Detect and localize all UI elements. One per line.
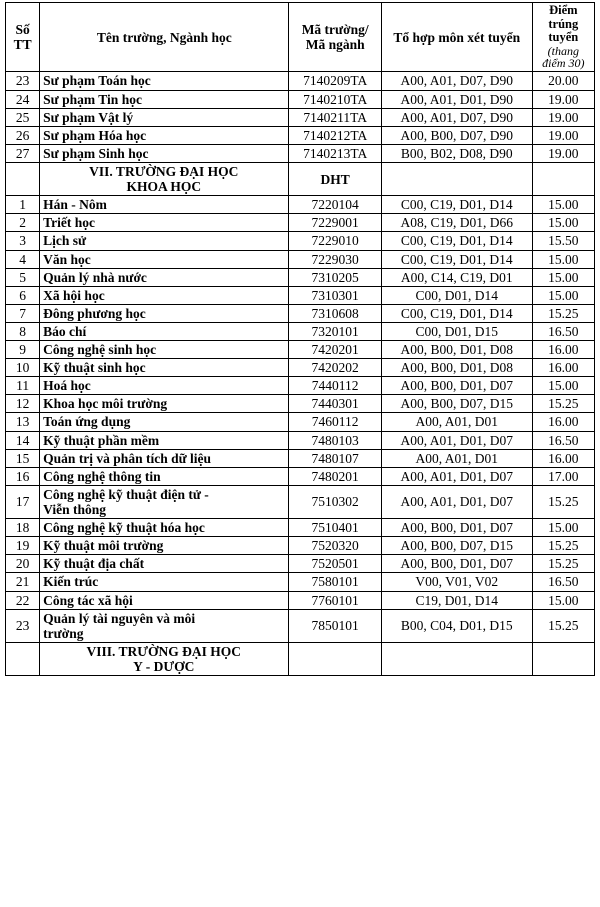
row-index-cell: 5 (6, 268, 40, 286)
name-line-1: Quản lý tài nguyên và môi (43, 610, 196, 626)
score-cell: 16.00 (532, 449, 594, 467)
row-index-cell: 4 (6, 250, 40, 268)
combination-cell: B00, C04, D01, D15 (381, 609, 532, 642)
column-header-score-line4: (thang (547, 43, 579, 58)
combination-cell: A00, B00, D01, D07 (381, 555, 532, 573)
code-cell: 7229010 (289, 232, 381, 250)
name-line-1: VIII. TRƯỜNG ĐẠI HỌC (86, 643, 242, 659)
row-index-cell: 22 (6, 591, 40, 609)
combination-cell: A00, B00, D07, D15 (381, 537, 532, 555)
row-index-cell (6, 162, 40, 195)
table-row (6, 322, 595, 340)
code-cell: 7140209TA (289, 72, 381, 90)
table-row (6, 413, 595, 431)
code-cell: 7310205 (289, 268, 381, 286)
score-cell: 19.00 (532, 90, 594, 108)
score-cell: 15.00 (532, 250, 594, 268)
code-cell: 7580101 (289, 573, 381, 591)
program-name-cell: Công nghệ kỹ thuật hóa học (40, 519, 289, 537)
row-index-cell: 24 (6, 90, 40, 108)
column-header-name: Tên trường, Ngành học (40, 3, 289, 72)
row-index-cell: 10 (6, 359, 40, 377)
code-cell: 7510401 (289, 519, 381, 537)
program-name-cell (40, 485, 289, 518)
combination-cell: A00, B00, D01, D08 (381, 341, 532, 359)
program-name-cell: Sư phạm Vật lý (40, 108, 289, 126)
code-cell: 7310608 (289, 304, 381, 322)
program-name-cell: Kỹ thuật môi trường (40, 537, 289, 555)
table-row (6, 144, 595, 162)
score-cell: 19.00 (532, 144, 594, 162)
row-index-cell: 8 (6, 322, 40, 340)
row-index-cell: 12 (6, 395, 40, 413)
combination-cell: A00, A01, D01, D07 (381, 467, 532, 485)
score-cell: 15.00 (532, 268, 594, 286)
row-index-cell: 23 (6, 72, 40, 90)
code-cell: 7850101 (289, 609, 381, 642)
school-name-cell (40, 162, 289, 195)
combination-cell: A00, A01, D01, D07 (381, 431, 532, 449)
code-cell: 7229001 (289, 214, 381, 232)
score-cell: 15.25 (532, 485, 594, 518)
program-name-cell: Đông phương học (40, 304, 289, 322)
table-header (6, 3, 595, 72)
name-line-2: trường (43, 625, 84, 641)
score-cell (532, 162, 594, 195)
column-header-code (289, 3, 381, 72)
score-cell: 15.00 (532, 519, 594, 537)
table-row (6, 642, 595, 675)
name-line-2: Y - DƯỢC (133, 659, 195, 675)
program-name-cell: Xã hội học (40, 286, 289, 304)
score-cell: 16.00 (532, 359, 594, 377)
combination-cell: A00, B00, D07, D90 (381, 126, 532, 144)
combination-cell (381, 642, 532, 675)
score-cell: 15.25 (532, 304, 594, 322)
score-cell: 19.00 (532, 108, 594, 126)
score-cell: 15.25 (532, 555, 594, 573)
score-cell: 16.00 (532, 341, 594, 359)
table-row (6, 431, 595, 449)
table-row (6, 90, 595, 108)
program-name-cell: Quản trị và phân tích dữ liệu (40, 449, 289, 467)
row-index-cell: 13 (6, 413, 40, 431)
code-cell: 7440112 (289, 377, 381, 395)
score-cell: 16.50 (532, 431, 594, 449)
score-cell: 15.25 (532, 609, 594, 642)
program-name-cell: Kỹ thuật sinh học (40, 359, 289, 377)
code-cell: 7480103 (289, 431, 381, 449)
table-body (6, 72, 595, 676)
code-cell: 7480107 (289, 449, 381, 467)
table-header-row (6, 3, 595, 72)
row-index-cell: 9 (6, 341, 40, 359)
row-index-cell: 26 (6, 126, 40, 144)
program-name-cell: Kỹ thuật phần mềm (40, 431, 289, 449)
combination-cell: V00, V01, V02 (381, 573, 532, 591)
table-row (6, 485, 595, 518)
table-row (6, 214, 595, 232)
combination-cell: C00, D01, D15 (381, 322, 532, 340)
code-cell: 7520501 (289, 555, 381, 573)
score-cell: 19.00 (532, 126, 594, 144)
combination-cell: A08, C19, D01, D66 (381, 214, 532, 232)
combination-cell: A00, B00, D01, D08 (381, 359, 532, 377)
column-header-score (532, 3, 594, 72)
table-row (6, 467, 595, 485)
program-name-cell: Kiến trúc (40, 573, 289, 591)
combination-cell: C00, D01, D14 (381, 286, 532, 304)
row-index-cell: 27 (6, 144, 40, 162)
code-cell (289, 642, 381, 675)
table-row (6, 377, 595, 395)
code-cell: 7220104 (289, 196, 381, 214)
table-row (6, 573, 595, 591)
score-cell: 20.00 (532, 72, 594, 90)
program-name-cell: Sư phạm Sinh học (40, 144, 289, 162)
code-cell: 7760101 (289, 591, 381, 609)
code-cell: 7480201 (289, 467, 381, 485)
row-index-cell: 3 (6, 232, 40, 250)
score-cell: 15.50 (532, 232, 594, 250)
code-cell: 7140210TA (289, 90, 381, 108)
row-index-cell: 1 (6, 196, 40, 214)
table-row (6, 395, 595, 413)
program-name-cell: Kỹ thuật địa chất (40, 555, 289, 573)
code-cell: 7440301 (289, 395, 381, 413)
combination-cell: C00, C19, D01, D14 (381, 232, 532, 250)
table-row (6, 341, 595, 359)
score-cell (532, 642, 594, 675)
table-row (6, 162, 595, 195)
code-cell: 7520320 (289, 537, 381, 555)
row-index-cell: 16 (6, 467, 40, 485)
row-index-cell: 7 (6, 304, 40, 322)
column-header-stt-line2: TT (13, 37, 32, 53)
column-header-score-line1: Điểm (549, 3, 578, 17)
program-name-cell: Công nghệ thông tin (40, 467, 289, 485)
name-line-2: Viễn thông (43, 502, 107, 518)
program-name-cell: Sư phạm Hóa học (40, 126, 289, 144)
code-cell: DHT (289, 162, 381, 195)
code-cell: 7310301 (289, 286, 381, 304)
row-index-cell: 20 (6, 555, 40, 573)
table-row (6, 591, 595, 609)
score-cell: 16.50 (532, 573, 594, 591)
code-cell: 7320101 (289, 322, 381, 340)
table-row (6, 609, 595, 642)
table-row (6, 108, 595, 126)
name-line-2: KHOA HỌC (126, 179, 202, 195)
score-cell: 15.00 (532, 286, 594, 304)
table-row (6, 286, 595, 304)
score-cell: 15.00 (532, 377, 594, 395)
row-index-cell: 6 (6, 286, 40, 304)
combination-cell: A00, A01, D01 (381, 413, 532, 431)
column-header-stt-line1: Số (15, 22, 30, 38)
column-header-score-line5: điểm 30) (542, 56, 585, 71)
row-index-cell: 18 (6, 519, 40, 537)
code-cell: 7140212TA (289, 126, 381, 144)
row-index-cell: 19 (6, 537, 40, 555)
program-name-cell: Quản lý nhà nước (40, 268, 289, 286)
table-row (6, 537, 595, 555)
table-row (6, 72, 595, 90)
column-header-score-line2: trúng (548, 16, 579, 31)
combination-cell: A00, A01, D01, D90 (381, 90, 532, 108)
table-row (6, 519, 595, 537)
table-row (6, 304, 595, 322)
row-index-cell: 14 (6, 431, 40, 449)
column-header-score-line3: tuyển (548, 30, 579, 44)
code-cell: 7140213TA (289, 144, 381, 162)
program-name-cell: Lịch sử (40, 232, 289, 250)
table-row (6, 449, 595, 467)
combination-cell: A00, C14, C19, D01 (381, 268, 532, 286)
column-header-code-line2: Mã ngành (305, 37, 365, 53)
program-name-cell: Triết học (40, 214, 289, 232)
program-name-cell: Hán - Nôm (40, 196, 289, 214)
program-name-cell: Hoá học (40, 377, 289, 395)
code-cell: 7460112 (289, 413, 381, 431)
combination-cell: A00, A01, D01, D07 (381, 485, 532, 518)
combination-cell: C19, D01, D14 (381, 591, 532, 609)
code-cell: 7229030 (289, 250, 381, 268)
row-index-cell: 17 (6, 485, 40, 518)
score-cell: 15.25 (532, 395, 594, 413)
code-cell: 7510302 (289, 485, 381, 518)
score-cell: 17.00 (532, 467, 594, 485)
combination-cell: A00, B00, D07, D15 (381, 395, 532, 413)
table-row (6, 196, 595, 214)
code-cell: 7420202 (289, 359, 381, 377)
program-name-cell (40, 609, 289, 642)
admission-score-table (5, 2, 595, 676)
combination-cell: A00, A01, D07, D90 (381, 108, 532, 126)
table-row (6, 359, 595, 377)
score-cell: 16.00 (532, 413, 594, 431)
combination-cell: B00, B02, D08, D90 (381, 144, 532, 162)
score-cell: 15.25 (532, 537, 594, 555)
program-name-cell: Công tác xã hội (40, 591, 289, 609)
column-header-combination: Tổ hợp môn xét tuyển (381, 3, 532, 72)
combination-cell: A00, B00, D01, D07 (381, 377, 532, 395)
code-cell: 7420201 (289, 341, 381, 359)
combination-cell (381, 162, 532, 195)
program-name-cell: Công nghệ sinh học (40, 341, 289, 359)
name-line-1: VII. TRƯỜNG ĐẠI HỌC (89, 163, 239, 179)
table-row (6, 555, 595, 573)
score-cell: 15.00 (532, 196, 594, 214)
column-header-stt (6, 3, 40, 72)
row-index-cell: 21 (6, 573, 40, 591)
row-index-cell: 23 (6, 609, 40, 642)
combination-cell: C00, C19, D01, D14 (381, 304, 532, 322)
row-index-cell: 15 (6, 449, 40, 467)
combination-cell: A00, A01, D07, D90 (381, 72, 532, 90)
code-cell: 7140211TA (289, 108, 381, 126)
column-header-code-line1: Mã trường/ (301, 22, 369, 38)
row-index-cell: 2 (6, 214, 40, 232)
row-index-cell: 25 (6, 108, 40, 126)
program-name-cell: Toán ứng dụng (40, 413, 289, 431)
program-name-cell: Báo chí (40, 322, 289, 340)
score-cell: 15.00 (532, 591, 594, 609)
combination-cell: A00, A01, D01 (381, 449, 532, 467)
table-row (6, 250, 595, 268)
table-row (6, 126, 595, 144)
name-line-1: Công nghệ kỹ thuật điện tử - (43, 486, 209, 502)
score-cell: 16.50 (532, 322, 594, 340)
table-row (6, 232, 595, 250)
row-index-cell (6, 642, 40, 675)
program-name-cell: Khoa học môi trường (40, 395, 289, 413)
combination-cell: C00, C19, D01, D14 (381, 250, 532, 268)
row-index-cell: 11 (6, 377, 40, 395)
school-name-cell (40, 642, 289, 675)
program-name-cell: Văn học (40, 250, 289, 268)
program-name-cell: Sư phạm Toán học (40, 72, 289, 90)
score-cell: 15.00 (532, 214, 594, 232)
table-row (6, 268, 595, 286)
program-name-cell: Sư phạm Tin học (40, 90, 289, 108)
combination-cell: A00, B00, D01, D07 (381, 519, 532, 537)
combination-cell: C00, C19, D01, D14 (381, 196, 532, 214)
